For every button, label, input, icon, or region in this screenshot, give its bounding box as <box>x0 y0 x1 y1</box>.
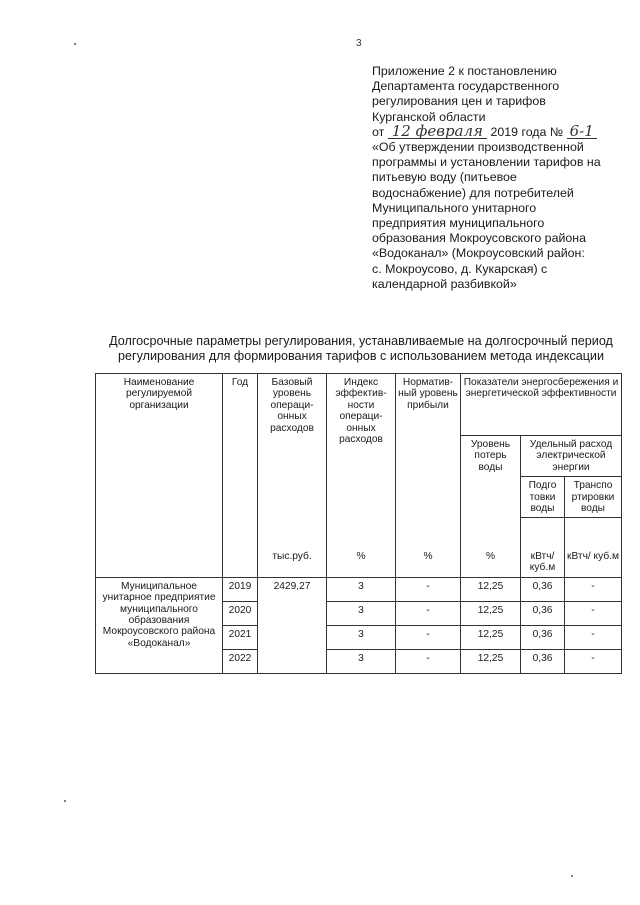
unit-prep: кВтч/ куб.м <box>521 548 565 577</box>
transport-cell: - <box>565 649 622 673</box>
index-cell: 3 <box>327 649 396 673</box>
header-transport: Транспо ртировки воды <box>565 477 622 518</box>
year-cell: 2022 <box>223 649 258 673</box>
unit-base: тыс.руб. <box>258 548 327 577</box>
prep-cell: 0,36 <box>521 601 565 625</box>
header-preparation: Подго товки воды <box>521 477 565 518</box>
appendix-subject-line: питьевую воду (питьевое <box>372 170 517 185</box>
header-energy: Показатели энергосбережения и энергетической эффективности <box>461 374 622 436</box>
loss-cell: 12,25 <box>461 625 521 649</box>
norm-cell: - <box>396 601 461 625</box>
unit-cell <box>96 548 223 577</box>
appendix-subject-line: водоснабжение) для потребителей <box>372 185 574 200</box>
appendix-line: Курганской области <box>372 109 486 124</box>
index-cell: 3 <box>327 577 396 601</box>
year-cell: 2019 <box>223 577 258 601</box>
unit-index: % <box>327 548 396 577</box>
norm-cell: - <box>396 577 461 601</box>
norm-cell: - <box>396 625 461 649</box>
appendix-line: Приложение 2 к постановлению <box>372 64 557 78</box>
header-profit-norm: Норматив-ный уровень прибыли <box>396 374 461 548</box>
transport-cell: - <box>565 577 622 601</box>
unit-cell <box>223 548 258 577</box>
loss-cell: 12,25 <box>461 601 521 625</box>
appendix-line: регулирования цен и тарифов <box>372 94 546 109</box>
header-specific-consumption: Удельный расход электрической энергии <box>521 436 622 477</box>
header-org: Наименование регулируемой организации <box>96 374 223 548</box>
index-cell: 3 <box>327 625 396 649</box>
transport-cell: - <box>565 601 622 625</box>
header-water-loss: Уровень потерь воды <box>461 436 521 548</box>
year-cell: 2020 <box>223 601 258 625</box>
handwritten-date: 12 февраля <box>388 125 487 139</box>
appendix-subject-line: программы и установлении тарифов на <box>372 155 601 170</box>
handwritten-number: 6-1 <box>567 125 597 139</box>
parameters-table <box>95 373 622 674</box>
date-suffix: 2019 года № <box>490 124 564 139</box>
scan-speck <box>74 43 76 45</box>
appendix-subject-line: с. Мокроусово, д. Кукарская) с <box>372 261 548 276</box>
appendix-block <box>372 64 634 292</box>
units-row <box>96 548 622 577</box>
scan-speck <box>571 875 573 877</box>
page-number: 3 <box>356 38 362 49</box>
prep-cell: 0,36 <box>521 577 565 601</box>
header-row <box>96 374 622 436</box>
appendix-date-line <box>372 121 634 140</box>
index-cell: 3 <box>327 601 396 625</box>
appendix-line: Департамента государственного <box>372 79 560 94</box>
appendix-subject-line: календарной разбивкой» <box>372 276 517 291</box>
header-spacer <box>521 518 565 548</box>
base-value: 2429,27 <box>258 577 327 673</box>
appendix-subject-line: «Об утверждении производственной <box>372 140 584 155</box>
appendix-subject-line: Муниципального унитарного <box>372 200 537 215</box>
header-year: Год <box>223 374 258 548</box>
prep-cell: 0,36 <box>521 625 565 649</box>
table-row <box>96 577 622 601</box>
norm-cell: - <box>396 649 461 673</box>
year-cell: 2021 <box>223 625 258 649</box>
title-line: регулирования для формирования тарифов с использованием метода индексации <box>118 349 604 363</box>
appendix-subject-line: образования Мокроусовского района <box>372 231 587 246</box>
appendix-subject-line: предприятия муниципального <box>372 216 545 231</box>
loss-cell: 12,25 <box>461 649 521 673</box>
header-base-costs: Базовый уровень операци-онных расходов <box>258 374 327 548</box>
title-line: Долгосрочные параметры регулирования, устанавливаемые на долгосрочный период <box>109 334 613 348</box>
prep-cell: 0,36 <box>521 649 565 673</box>
scan-speck <box>64 800 66 802</box>
document-title <box>96 334 626 364</box>
date-prefix: от <box>372 124 385 139</box>
unit-transport: кВтч/ куб.м <box>565 548 622 577</box>
org-name: Муниципальное унитарное предприятие муниципального образования Мокроусовского района «Водоканал» <box>96 577 223 673</box>
appendix-subject-line: «Водоканал» (Мокроусовский район: <box>372 246 585 261</box>
loss-cell: 12,25 <box>461 577 521 601</box>
unit-loss: % <box>461 548 521 577</box>
header-spacer <box>565 518 622 548</box>
unit-norm: % <box>396 548 461 577</box>
transport-cell: - <box>565 625 622 649</box>
header-efficiency-index: Индекс эффектив-ности операци-онных расходов <box>327 374 396 548</box>
